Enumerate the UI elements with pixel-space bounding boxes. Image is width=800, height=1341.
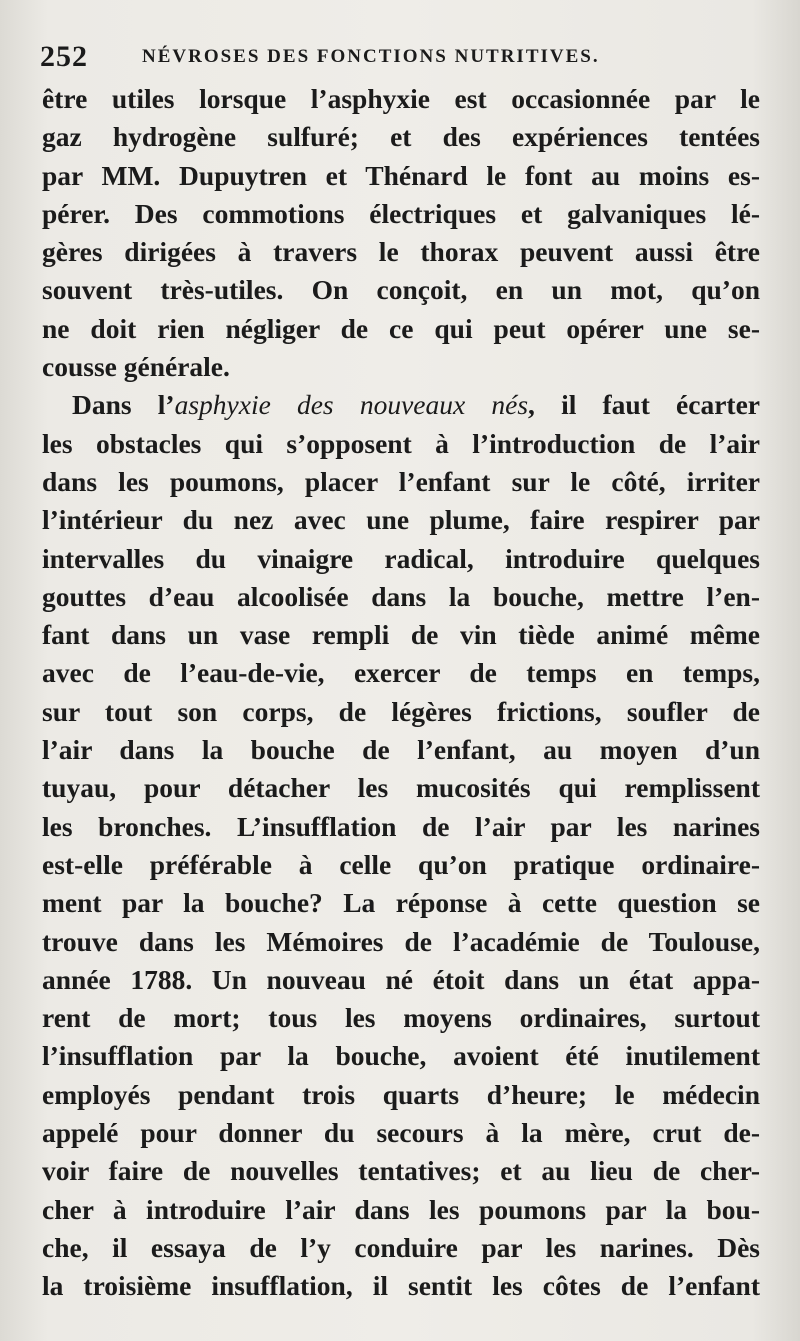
- text-line: est-elle préférable à celle qu’on pratique ordinaire-: [42, 848, 760, 880]
- text-line: cher à introduire l’air dans les poumons par la bou-: [42, 1193, 760, 1225]
- page-body: [42, 80, 760, 1306]
- text-line: intervalles du vinaigre radical, introduire quelques: [42, 542, 760, 574]
- text-line: sur tout son corps, de légères frictions, soufler de: [42, 695, 760, 727]
- text-line: trouve dans les Mémoires de l’académie de Toulouse,: [42, 925, 760, 957]
- text-line: appelé pour donner du secours à la mère, crut de-: [42, 1117, 760, 1149]
- text-line: l’air dans la bouche de l’enfant, au moyen d’un: [42, 734, 760, 766]
- page-header: [40, 40, 762, 80]
- italic-term: asphyxie des nouveaux nés: [174, 389, 529, 421]
- running-title: NÉVROSES DES FONCTIONS NUTRITIVES.: [142, 46, 600, 67]
- text-line: les obstacles qui s’opposent à l’introduction de l’air: [42, 427, 760, 459]
- text-line: pérer. Des commotions électriques et galvaniques lé-: [42, 197, 760, 229]
- text-line: gaz hydrogène sulfuré; et des expériences tentées: [42, 121, 760, 153]
- text-line: l’insufflation par la bouche, avoient été inutilement: [42, 1040, 760, 1072]
- text-line: gouttes d’eau alcoolisée dans la bouche, mettre l’en-: [42, 580, 760, 612]
- text-line: avec de l’eau-de-vie, exercer de temps en temps,: [42, 657, 760, 689]
- text-line: ne doit rien négliger de ce qui peut opérer une se-: [42, 312, 760, 344]
- text-line: par MM. Dupuytren et Thénard le font au moins es-: [42, 159, 760, 191]
- text-line: année 1788. Un nouveau né étoit dans un état appa-: [42, 963, 760, 995]
- text-line: gères dirigées à travers le thorax peuvent aussi être: [42, 236, 760, 268]
- text-run: Dans l’: [72, 389, 175, 421]
- page-number: 252: [40, 40, 88, 73]
- text-line: employés pendant trois quarts d’heure; le médecin: [42, 1078, 760, 1110]
- text-line: ment par la bouche? La réponse à cette question se: [42, 887, 760, 919]
- text-line: l’intérieur du nez avec une plume, faire respirer par: [42, 504, 760, 536]
- text-line: cousse générale.: [42, 351, 230, 383]
- text-line: che, il essaya de l’y conduire par les narines. Dès: [42, 1231, 760, 1263]
- text-run: , il faut écarter: [528, 389, 760, 421]
- text-line: les bronches. L’insufflation de l’air par les narines: [42, 810, 760, 842]
- text-line: fant dans un vase rempli de vin tiède animé même: [42, 619, 760, 651]
- paragraph-first-line: [42, 386, 760, 424]
- text-line: souvent très-utiles. On conçoit, en un mot, qu’on: [42, 274, 760, 306]
- text-line: la troisième insufflation, il sentit les côtes de l’enfant: [42, 1270, 760, 1302]
- text-line: tuyau, pour détacher les mucosités qui remplissent: [42, 772, 760, 804]
- text-line: rent de mort; tous les moyens ordinaires, surtout: [42, 1002, 760, 1034]
- text-line: dans les poumons, placer l’enfant sur le côté, irriter: [42, 465, 760, 497]
- text-line: voir faire de nouvelles tentatives; et au lieu de cher-: [42, 1155, 760, 1187]
- text-line: être utiles lorsque l’asphyxie est occasionnée par le: [42, 83, 760, 114]
